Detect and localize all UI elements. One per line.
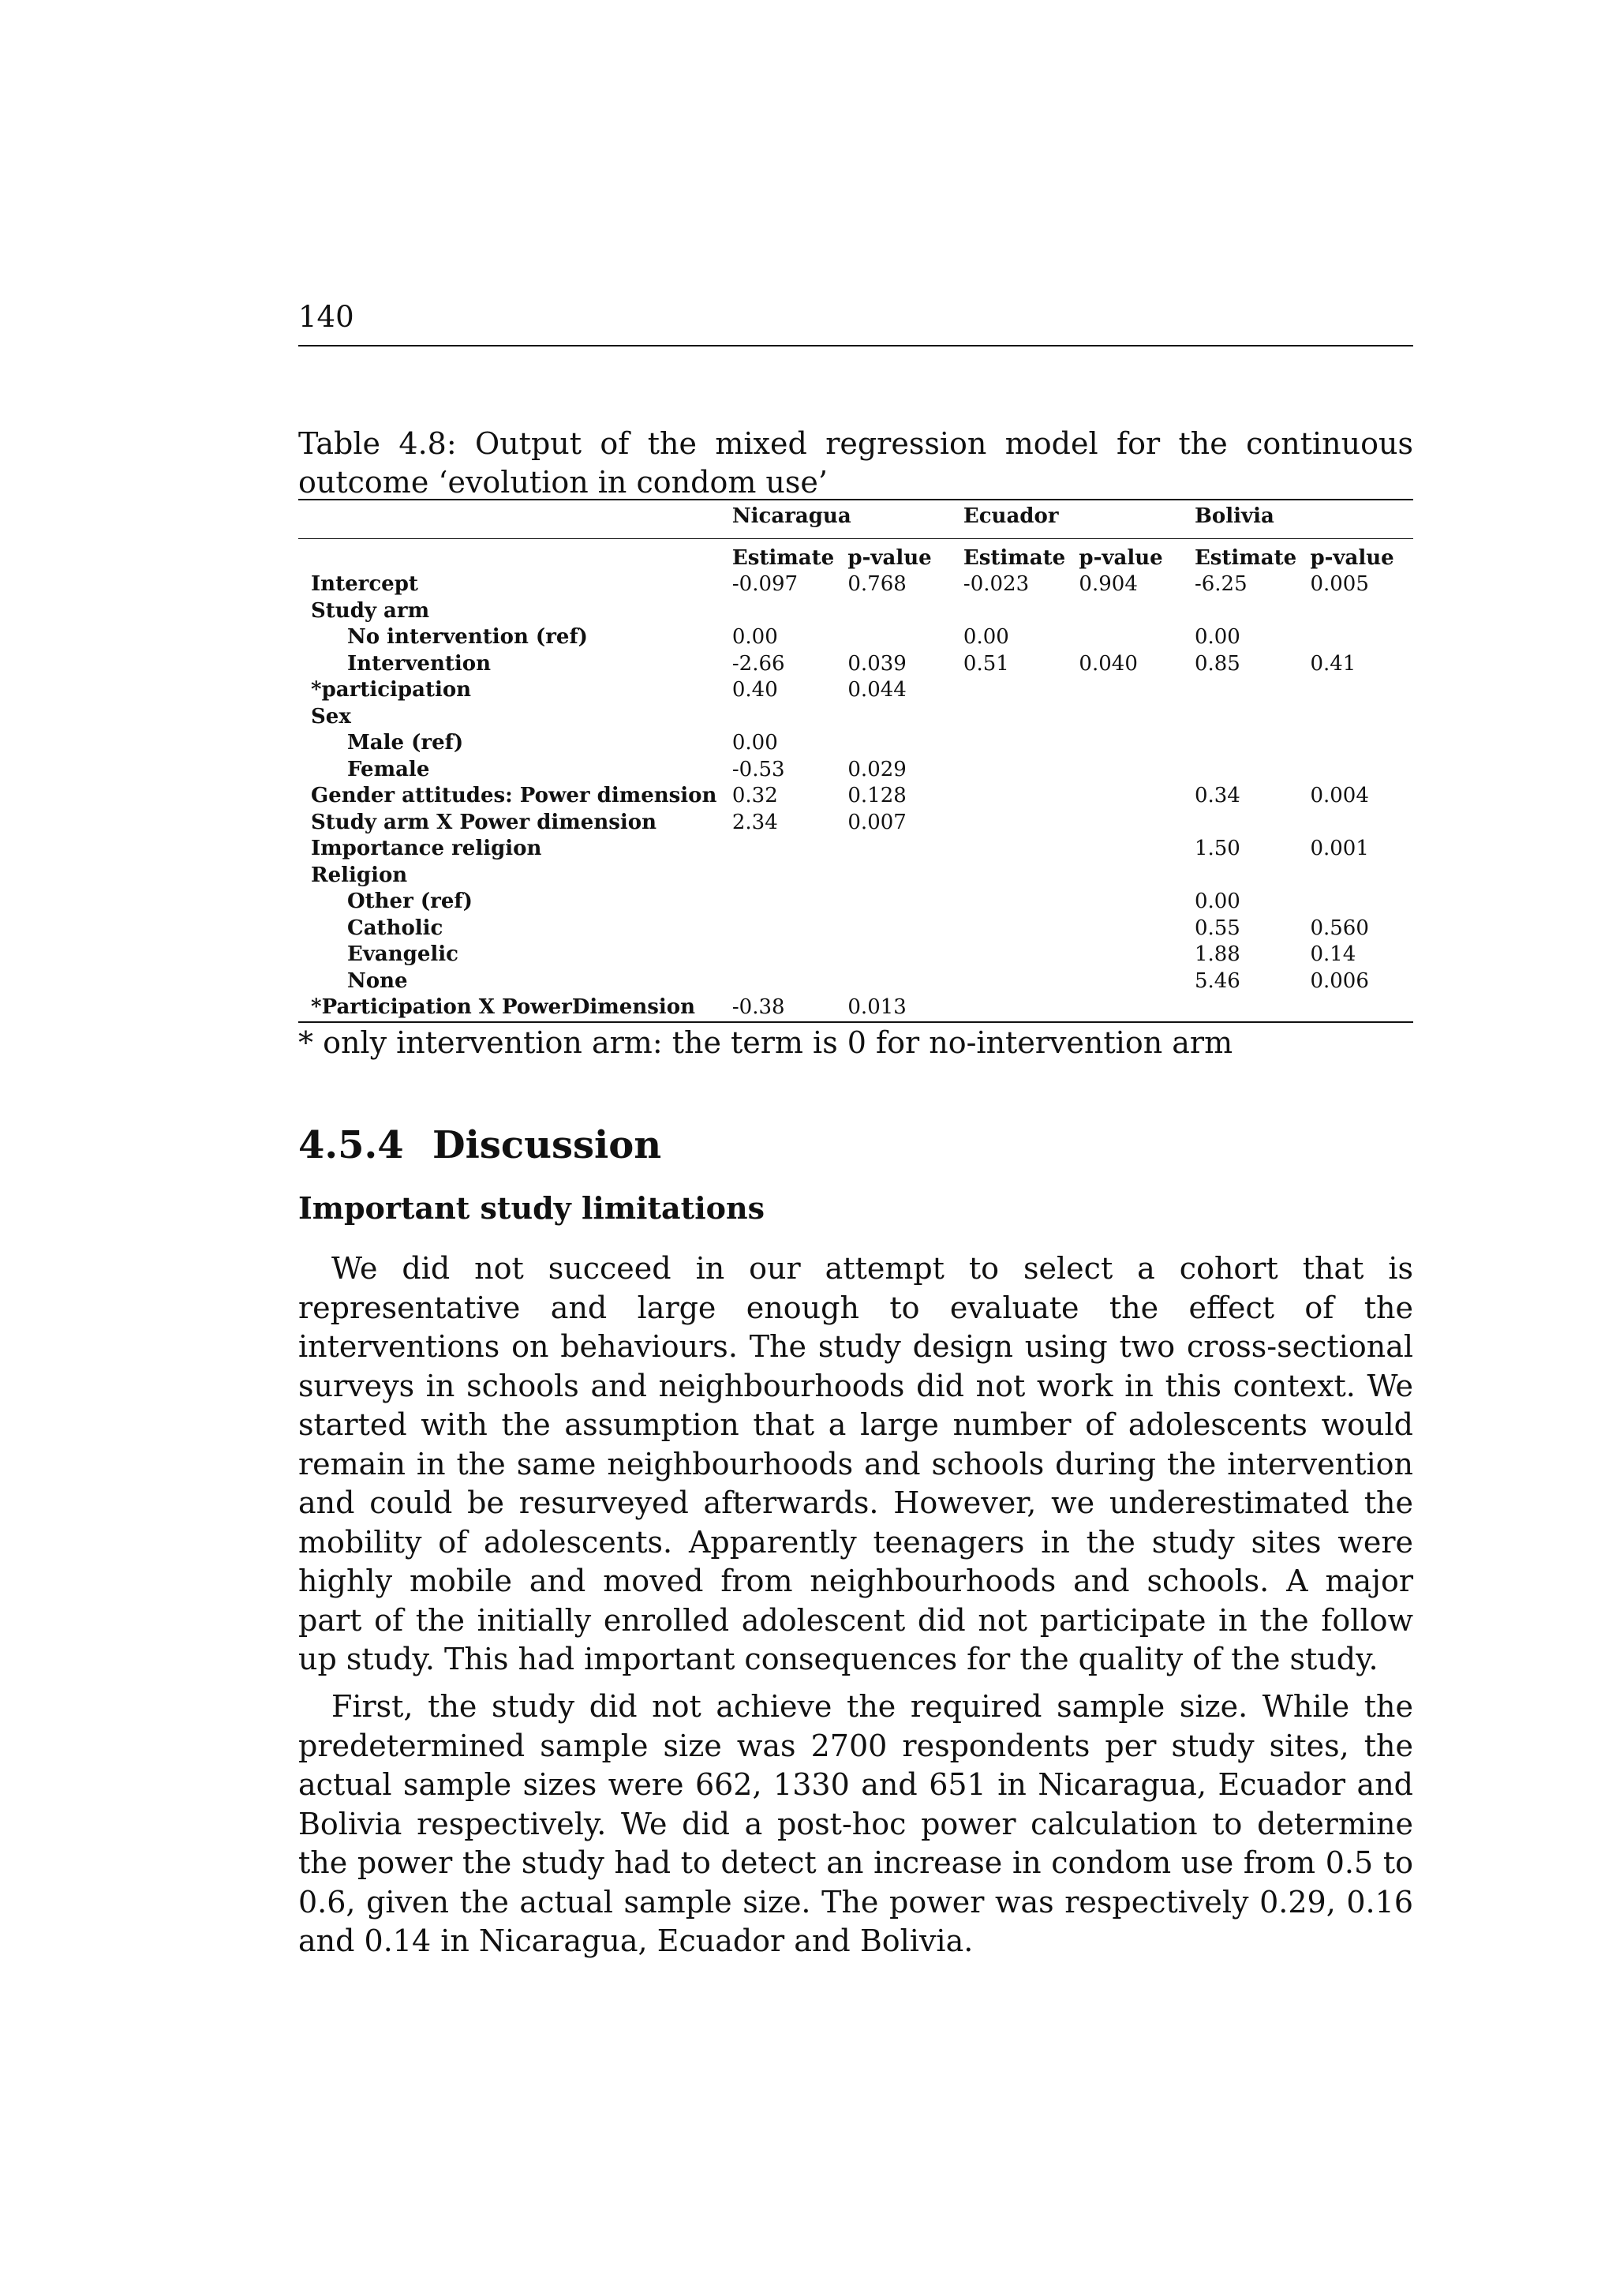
row-label: Catholic [347,916,443,940]
estimate-cell [951,968,1067,995]
section-heading [298,1123,661,1167]
table-row [298,624,1413,651]
p-value-cell [1066,757,1182,784]
table-footnote: * only intervention arm: the term is 0 for no-intervention arm [298,1025,1233,1060]
estimate-cell: -0.53 [731,757,785,781]
p-value-cell [1297,863,1413,890]
estimate-cell [951,704,1067,731]
estimate-cell: -0.38 [731,995,785,1019]
page-number: 140 [298,300,354,334]
table-row [298,598,1413,625]
estimate-cell [951,916,1067,942]
p-value-cell [835,624,951,651]
country-header-bolivia: Bolivia [1194,504,1274,528]
p-value-cell [835,889,951,916]
estimate-cell: 0.51 [963,651,1009,676]
row-label: Male (ref) [347,731,464,755]
estimate-cell [720,968,836,995]
section-title: Discussion [432,1123,662,1167]
subheader-estimate: Estimate [731,545,835,570]
estimate-cell [720,836,836,863]
table-row [298,810,1413,837]
p-value-cell [1066,889,1182,916]
estimate-cell: -2.66 [731,651,785,676]
estimate-cell: 1.50 [1194,837,1240,860]
p-value-cell: 0.013 [847,995,907,1019]
estimate-cell [720,916,836,942]
estimate-cell [951,810,1067,837]
estimate-cell [951,889,1067,916]
table-row [298,942,1413,968]
p-value-cell: 0.001 [1310,837,1369,860]
row-label: *Participation X PowerDimension [311,995,695,1019]
row-label: Female [347,757,430,781]
estimate-cell [1182,863,1298,890]
row-label: Study arm [311,598,430,623]
header-rule [298,345,1413,346]
estimate-cell: 0.00 [731,731,778,755]
body-paragraph: We did not succeed in our attempt to select a cohort that is representative and large enough to evaluate the effect of the interventions on behaviours. The study design using two cross-sectional surveys in schools and neighbourhoods did not work in this context. We started with the assumption that a large number of adolescents would remain in the same neighbourhoods and schools during the intervention and could be resurveyed afterwards. However, we underestimated the mobility of adolescents. Apparently teenagers in the study sites were highly mobile and moved from neighbourhoods and schools. A major part of the initially enrolled adolescent did not participate in the follow up study. This had important consequences for the quality of the study. [298,1251,1413,1676]
country-header-nicaragua: Nicaragua [731,504,851,528]
p-value-cell: 0.007 [847,810,907,834]
p-value-cell [1297,757,1413,784]
p-value-cell: 0.029 [847,757,907,781]
estimate-cell [1182,598,1298,625]
estimate-cell: 0.40 [731,678,778,702]
table-row [298,571,1413,598]
row-label: Sex [311,704,351,729]
subheader-blank [298,539,720,572]
section-number: 4.5.4 [298,1123,404,1167]
estimate-cell [1182,810,1298,837]
p-value-cell [1066,916,1182,942]
estimate-cell: 0.00 [1194,625,1240,649]
p-value-cell: 0.128 [847,784,907,807]
table-row [298,889,1413,916]
estimate-cell [720,598,836,625]
p-value-cell [835,968,951,995]
p-value-cell [1066,863,1182,890]
p-value-cell [835,704,951,731]
estimate-cell: 0.34 [1194,784,1240,807]
p-value-cell [1066,704,1182,731]
country-header-ecuador: Ecuador [963,504,1059,528]
p-value-cell: 0.560 [1310,916,1369,940]
row-label: Study arm X Power dimension [311,810,657,834]
p-value-cell: 0.005 [1310,572,1369,596]
country-header-row [298,500,1413,538]
regression-table-grid [298,499,1413,1023]
estimate-cell: 5.46 [1194,968,1240,993]
estimate-cell: 0.55 [1194,916,1240,940]
estimate-cell [720,704,836,731]
estimate-cell [951,677,1067,704]
estimate-cell [720,889,836,916]
subheader-p-value: p-value [1310,545,1394,570]
table-caption: Table 4.8: Output of the mixed regression model for the continuous outcome ‘evolution in condom use’ [298,426,1413,500]
p-value-cell [1297,704,1413,731]
estimate-cell [951,942,1067,968]
p-value-cell: 0.14 [1310,942,1356,966]
p-value-cell [1297,677,1413,704]
regression-table [298,499,1413,1023]
estimate-cell [951,994,1067,1022]
row-label: No intervention (ref) [347,625,588,649]
p-value-cell [1297,598,1413,625]
estimate-cell [720,863,836,890]
p-value-cell [1297,994,1413,1022]
p-value-cell [835,730,951,757]
table-row [298,968,1413,995]
subheader-estimate: Estimate [1194,545,1297,570]
p-value-cell [1297,730,1413,757]
table-row [298,994,1413,1022]
p-value-cell [835,598,951,625]
p-value-cell [1066,994,1182,1022]
estimate-cell [1182,757,1298,784]
table-row [298,863,1413,890]
p-value-cell: 0.039 [847,651,907,676]
subsection-heading: Important study limitations [298,1190,765,1226]
estimate-cell [951,598,1067,625]
estimate-cell: 1.88 [1194,942,1240,966]
row-label: None [347,968,408,993]
table-row [298,836,1413,863]
row-label: Importance religion [311,837,542,860]
p-value-cell [1066,942,1182,968]
table-row [298,704,1413,731]
estimate-cell: -0.023 [963,572,1030,596]
p-value-cell [1066,968,1182,995]
header-blank [298,500,720,538]
p-value-cell [1297,810,1413,837]
subheader-row [298,539,1413,572]
estimate-cell: -6.25 [1194,572,1248,596]
p-value-cell [835,836,951,863]
p-value-cell [1066,836,1182,863]
table-row [298,677,1413,704]
row-label: Evangelic [347,942,458,966]
p-value-cell [835,916,951,942]
table-row [298,730,1413,757]
p-value-cell [1066,730,1182,757]
estimate-cell: 0.00 [731,625,778,649]
estimate-cell [1182,994,1298,1022]
estimate-cell: 0.00 [1194,890,1240,913]
estimate-cell [951,783,1067,810]
estimate-cell: 0.32 [731,784,778,807]
body-paragraph: First, the study did not achieve the required sample size. While the predetermined sample size was 2700 respondents per study sites, the actual sample sizes were 662, 1330 and 651 in Nicaragua, Ecuador and Bolivia respectively. We did a post-hoc power calculation to determine the power the study had to detect an increase in condom use from 0.5 to 0.6, given the actual sample size. The power was respectively 0.29, 0.16 and 0.14 in Nicaragua, Ecuador and Bolivia. [298,1689,1413,1958]
subheader-p-value: p-value [847,545,932,570]
estimate-cell [720,942,836,968]
subheader-p-value: p-value [1079,545,1163,570]
estimate-cell: 0.00 [963,625,1009,649]
p-value-cell: 0.904 [1079,572,1138,596]
p-value-cell [835,863,951,890]
estimate-cell [1182,677,1298,704]
p-value-cell: 0.044 [847,678,907,702]
p-value-cell: 0.41 [1310,651,1356,676]
estimate-cell [951,863,1067,890]
row-label: Intercept [311,572,418,596]
row-label: Intervention [347,651,491,676]
estimate-cell [951,757,1067,784]
p-value-cell: 0.040 [1079,651,1138,676]
table-bottom-rule [298,1022,1413,1023]
p-value-cell: 0.006 [1310,968,1369,993]
estimate-cell [951,730,1067,757]
p-value-cell [1297,889,1413,916]
row-label: Gender attitudes: Power dimension [311,784,717,807]
p-value-cell: 0.004 [1310,784,1369,807]
table-row [298,916,1413,942]
subheader-estimate: Estimate [963,545,1066,570]
table-row [298,757,1413,784]
p-value-cell [1066,677,1182,704]
p-value-cell [835,942,951,968]
p-value-cell [1066,783,1182,810]
row-label: Other (ref) [347,890,473,913]
table-row [298,651,1413,678]
p-value-cell [1066,598,1182,625]
row-label: *participation [311,678,472,702]
estimate-cell [1182,730,1298,757]
p-value-cell: 0.768 [847,572,907,596]
row-label: Religion [311,863,408,887]
estimate-cell: -0.097 [731,572,799,596]
table-row [298,783,1413,810]
p-value-cell [1066,624,1182,651]
estimate-cell: 2.34 [731,810,778,834]
p-value-cell [1297,624,1413,651]
estimate-cell: 0.85 [1194,651,1240,676]
estimate-cell [951,836,1067,863]
estimate-cell [1182,704,1298,731]
p-value-cell [1066,810,1182,837]
